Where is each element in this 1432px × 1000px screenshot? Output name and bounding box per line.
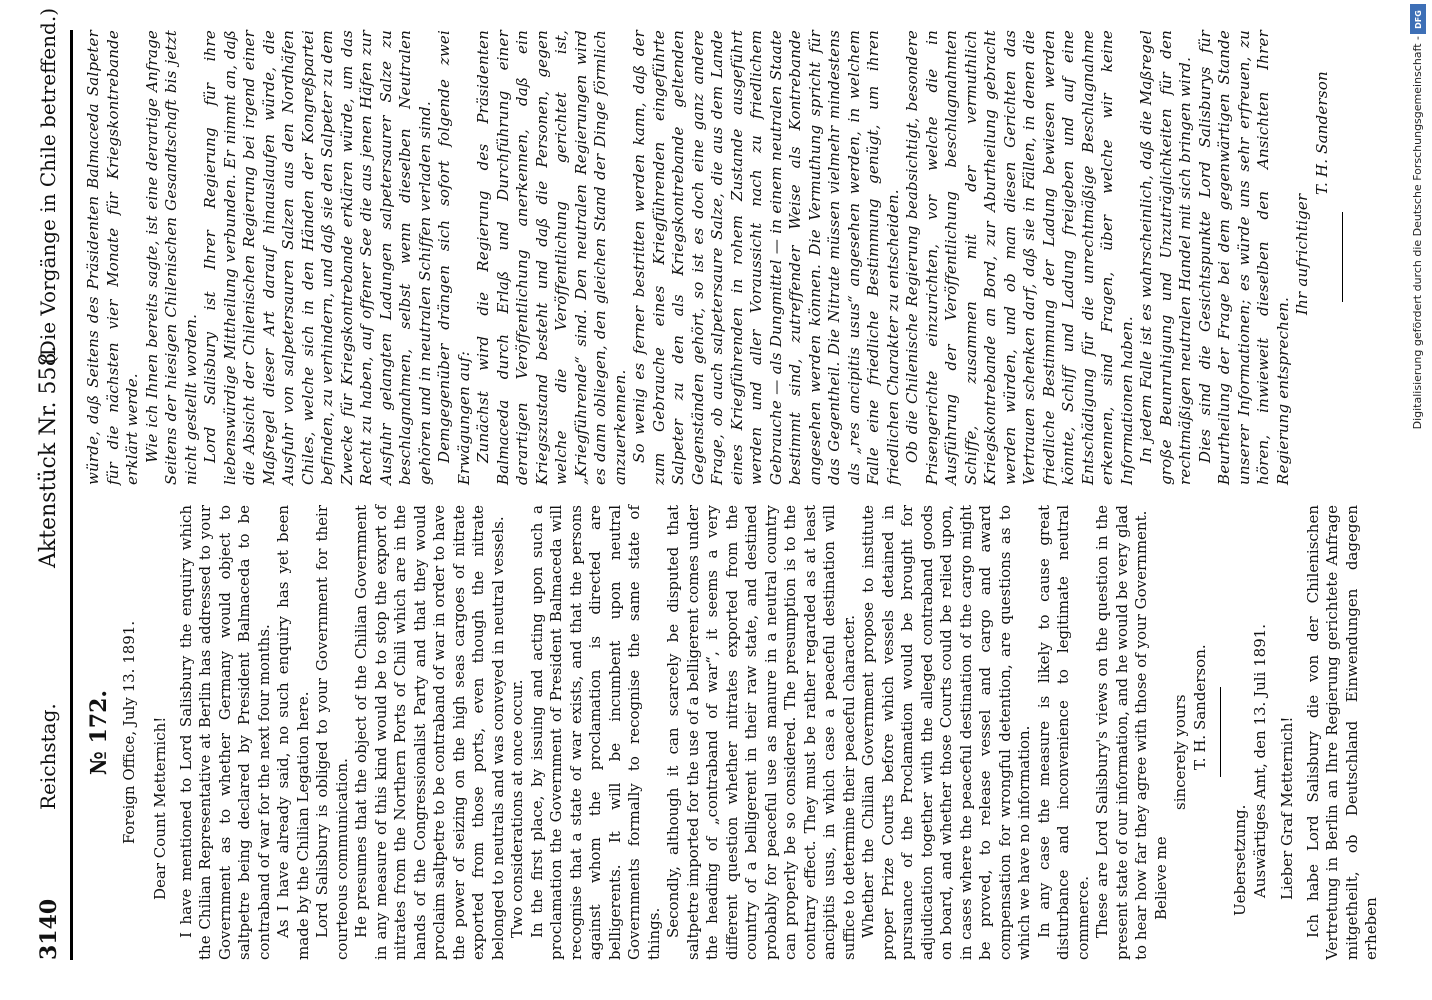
paragraph: Wie ich Ihnen bereits sagte, ist eine derartige Anfrage Seitens der hiesigen Chilenischen Gesandtschaft bis jetzt nicht gestellt worden.: [142, 30, 200, 485]
paragraph: Ob die Chilenische Regierung beabsichtigt, besondere Prisengerichte einzurichten, vor welche die in Ausführung der Veröffentlichung beschlagnahmten Schiffe, zusammen mit der vermuthlich Kriegskontrebande an Bord, zur Aburtheilung gebracht werden würden, und ob man diesen Gerichten das Vertrauen schenken darf, daß sie in Fällen, in denen die friedliche Bestimmung der Ladung bewiesen werden könnte, Schiff und Ladung freigeben und auf eine Entschädigung für die unrechtmäßige Beschlagnahme erkennen, sind Fragen, über welche wir keine Informationen haben.: [903, 30, 1136, 485]
paragraph: So wenig es ferner bestritten werden kann, daß der zum Gebrauche eines Kriegführenden eingeführte Salpeter zu den als Kriegskontrebande geltenden Gegenständen gehört, so ist es doch eine ganz andere Frage, ob auch salpetersaure Salze, die aus dem Lande eines Kriegführenden in rohem Zustande ausgeführt werden und aller Voraussicht nach zu friedlichem Gebrauche — als Dungmittel — in einem neutralen Staate bestimmt sind, zutreffender Weise als Kontrebande angesehen werden können. Die Vermuthung spricht für das Gegentheil. Die Nitrate müssen vielmehr mindestens als „res ancipitis usus“ angesehen werden, in welchem Falle eine friedliche Bestimmung genügt, um ihren friedlichen Charakter zu entscheiden.: [630, 30, 902, 485]
paragraph: As I have already said, no such enquiry has yet been made by the Chilian Legation here.: [274, 505, 312, 960]
paragraph: Dies sind die Gesichtspunkte Lord Salisburys für Beurtheilung der Frage bei dem gegenwärtigen Stande unserer Informationen; es würde uns sehr erfreuen, zu hören, inwieweit dieselben den Ansichten Ihrer Regierung entsprechen.: [1195, 30, 1292, 485]
divider: [1342, 213, 1343, 303]
paragraph: These are Lord Salisbury's views on the question in the present state of our information, and he would be very glad to hear how far they agree with those of your Government.: [1093, 505, 1150, 960]
document-title: (Die Vorgänge in Chile betreffend.): [36, 7, 60, 364]
signature: T. H. Sanderson: [1312, 71, 1331, 195]
credit-strip: [1404, 0, 1432, 1000]
page-number: 3140: [36, 898, 62, 960]
running-title: Reichstag.: [36, 703, 60, 810]
paragraph: Secondly, although it can scarcely be disputed that saltpetre imported for the use of a belligerent comes under the heading of „contraband of war“, it seems a very different question whether nitrates exported from the country of a belligerent in their raw state, and destined probably for peaceful use as manure in a neutral country can properly be so considered. The presumption is to the contrary effect. They must be rather regarded as at least ancipitis usus, in which case a peaceful destination will suffice to determine their peaceful character.: [664, 505, 858, 960]
paragraph: Lord Salisbury is obliged to your Government for their courteous communication.: [313, 505, 351, 960]
translation-heading: [1231, 505, 1270, 960]
place-date: Foreign Office, July 13. 1891.: [119, 620, 138, 845]
paragraph: I have mentioned to Lord Salisbury the enquiry which the Chilian Representative at Berlin has addressed to your Government as to whether Germany would object to saltpetre being declared by President Balmaceda to be contraband of war for the next four months.: [176, 505, 273, 960]
english-column: [84, 505, 1382, 960]
closing-believe: Believe me: [1151, 836, 1170, 920]
paragraph: Whether the Chilian Government propose to institute proper Prize Courts before which vessels detained in pursuance of the Proclamation would be brought for adjudication together with the alleged contraband goods on board, and whether those Courts could be relied upon, in cases where the peaceful destination of the cargo might be proved, to release vessel and cargo and award compensation for wrongful detention, are questions as to which we have no information.: [859, 505, 1033, 960]
page-header: [30, 7, 73, 960]
german-column: [84, 30, 1353, 485]
paragraph: Zunächst wird die Regierung des Präsidenten Balmaceda durch Erlaß und Durchführung einer derartigen Veröffentlichung anerkennen, daß ein Kriegszustand besteht und daß die Personen, gegen welche die Veröffentlichung gerichtet ist, „Kriegführende“ sind. Den neutralen Regierungen wird es dann obliegen, den gleichen Stand der Dinge förmlich anzuerkennen.: [474, 30, 629, 485]
signature: T. H. Sanderson.: [1190, 644, 1209, 770]
paragraph: In the first place, by issuing and acting upon such a proclamation the Government of President Balmaceda will recognise that a state of war exists, and that the persons against whom the proclamation is directed are belligerents. It will be incumbent upon neutral Governments formally to recognise the same state of things.: [527, 505, 663, 960]
closing-sincerely: sincerely yours: [1171, 694, 1189, 810]
dfg-logo: [1410, 4, 1426, 34]
aktenstueck-label: Aktenstück Nr. 558.: [36, 345, 61, 568]
paragraph: Ich habe Lord Salisbury die von der Chilenischen Vertretung in Berlin an Ihre Regierung gerichtete Anfrage mitgetheilt, ob Deutschland Einwendungen dagegen erheben: [1303, 505, 1380, 960]
paragraph: In jedem Falle ist es wahrscheinlich, daß die Maßregel große Beunruhigung und Unzuträglichkeiten für den rechtmäßigen neutralen Handel mit sich bringen wird.: [1137, 30, 1194, 485]
credit-text: Digitalisierung gefördert durch die Deutsche Forschungsgemeinschaft -: [1411, 36, 1424, 430]
translation-salutation: Lieber Graf Metternich!: [1278, 716, 1296, 900]
paragraph: Lord Salisbury ist Ihrer Regierung für ihre liebenswürdige Mittheilung verbunden. Er nimmt an, daß die Absicht der Chilenischen Regierung bei irgend einer Maßregel dieser Art darauf hinauslaufen würde, die Ausfuhr von salpetersauren Salzen aus den Nordhäfen Chiles, welche sich in den Händen der Kongreßpartei befinden, zu verhindern, und daß sie den Salpeter zu dem Zwecke für Kriegskontrebande erklären würde, um das Recht zu haben, auf offener See die aus jenen Häfen zur Ausfuhr gelangten Ladungen salpetersaurer Salze zu beschlagnahmen, selbst wenn dieselben Neutralen gehören und in neutralen Schiffen verladen sind.: [201, 30, 434, 485]
translation-label: Uebersetzung.: [1231, 804, 1249, 916]
divider: [1220, 688, 1221, 778]
salutation: Dear Count Metternich!: [151, 716, 169, 900]
paragraph: He presumes that the object of the Chilian Government in any measure of this kind would be to stop the export of nitrates from the Northern Ports of Chili which are in the hands of the Congressionalist Party and that they would proclaim saltpetre to be contraband of war in order to have the power of seizing on the high seas cargoes of nitrate exported from those ports, even though the nitrate belonged to neutrals and was conveyed in neutral vessels.: [352, 505, 507, 960]
paragraph: würde, daß Seitens des Präsidenten Balmaceda Salpeter für die nächsten vier Monate für Kriegskontrebande erklärt werde.: [84, 30, 141, 485]
paragraph: Two considerations at once occur.: [508, 679, 526, 938]
translation-place-date: Auswärtiges Amt, den 13. Juli 1891.: [1250, 623, 1269, 898]
dfg-logo-text: DFG: [1413, 9, 1423, 29]
closing: Ihr aufrichtiger: [1293, 193, 1311, 315]
paragraph: Demgegenüber drängen sich sofort folgende zwei Erwägungen auf:: [435, 30, 473, 485]
doc-number: № 172.: [86, 689, 112, 776]
paragraph: In any case the measure is likely to cause great disturbance and inconvenience to legitimate neutral commerce.: [1034, 505, 1092, 960]
